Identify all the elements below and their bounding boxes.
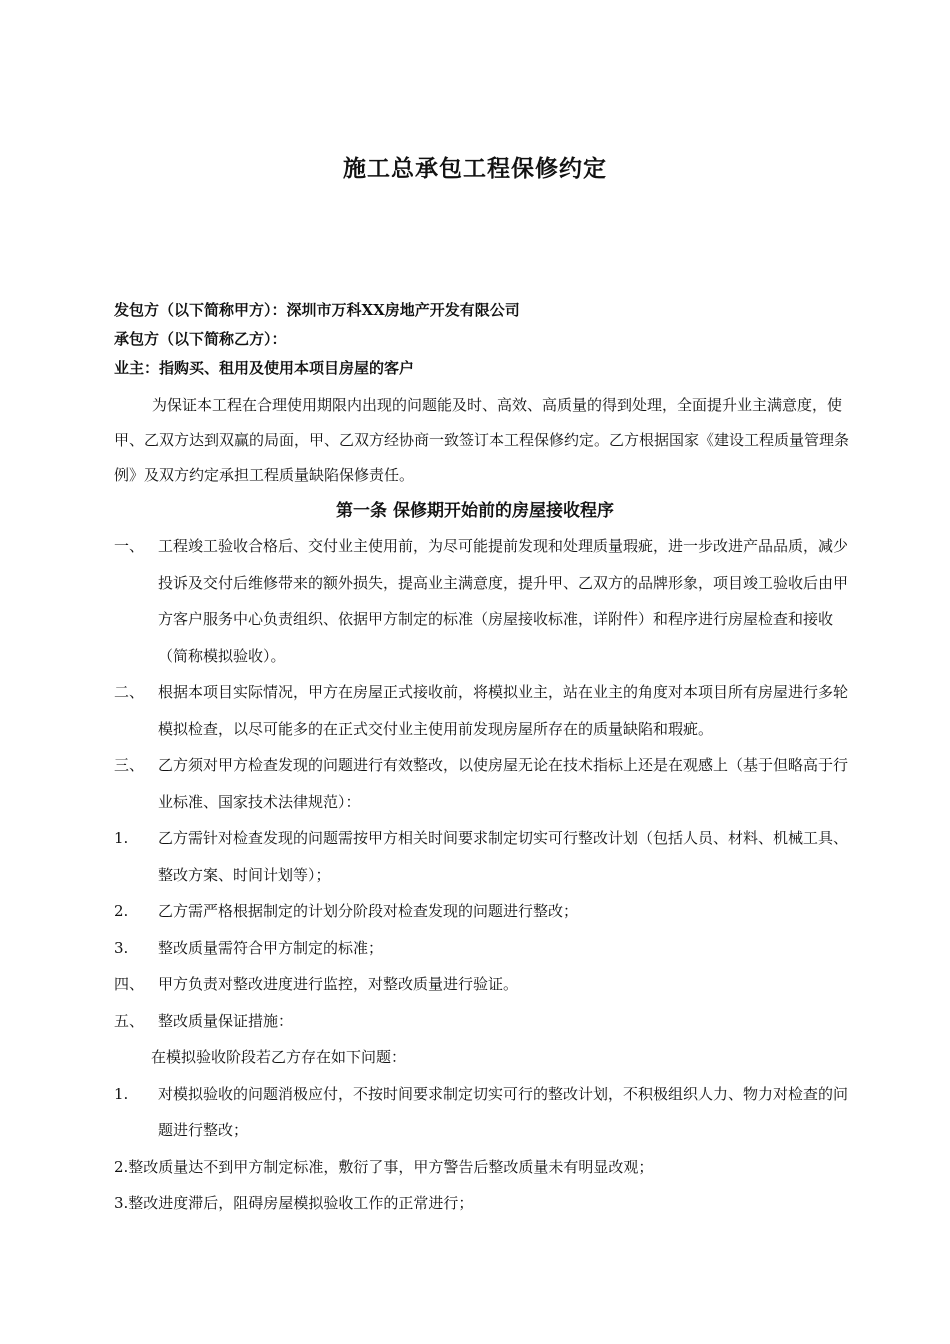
list-item <box>114 528 854 674</box>
list-marker: 1. <box>114 829 129 847</box>
list-marker: 四、 <box>114 975 145 993</box>
list-text: 乙方需严格根据制定的计划分阶段对检查发现的问题进行整改； <box>158 902 579 920</box>
list-marker: 五、 <box>114 1011 145 1030</box>
list-text: 对模拟验收的问题消极应付，不按时间要求制定切实可行的整改计划，不积极组织人力、物力对检查的问题进行整改； <box>158 1084 849 1139</box>
list-marker: 一、 <box>114 537 145 555</box>
list-marker: 2. <box>114 902 129 920</box>
list-item <box>114 893 854 930</box>
list-item <box>114 930 854 967</box>
section-title: 第一条 保修期开始前的房屋接收程序 <box>336 501 614 521</box>
party-employer: 发包方（以下简称甲方）：深圳市万科XX房地产开发有限公司 <box>114 301 520 319</box>
list-item <box>114 1003 854 1040</box>
list-text: 整改质量保证措施： <box>158 1011 294 1030</box>
list-item <box>114 674 854 747</box>
list-text: 根据本项目实际情况，甲方在房屋正式接收前，将模拟业主，站在业主的角度对本项目所有房屋进行多轮模拟检查，以尽可能多的在正式交付业主使用前发现房屋所存在的质量缺陷和瑕疵。 <box>158 683 849 738</box>
party-contractor: 承包方（以下简称乙方）： <box>114 330 287 348</box>
list-line: 2.整改质量达不到甲方制定标准，敷衍了事，甲方警告后整改质量未有明显改观； <box>114 1157 654 1176</box>
list-item <box>114 1076 854 1149</box>
list-text: 乙方须对甲方检查发现的问题进行有效整改，以使房屋无论在技术指标上还是在观感上（基于但略高于行业标准、国家技术法律规范）： <box>158 756 849 811</box>
list-marker: 三、 <box>114 756 145 774</box>
list-item <box>114 747 854 820</box>
party-owner: 业主：指购买、租用及使用本项目房屋的客户 <box>114 359 415 377</box>
list-text: 整改质量需符合甲方制定的标准； <box>158 938 384 957</box>
intro-paragraph <box>114 388 854 493</box>
list-marker: 二、 <box>114 683 145 701</box>
list-line: 3.整改进度滞后，阻碍房屋模拟验收工作的正常进行； <box>114 1194 474 1212</box>
list-item <box>114 820 854 893</box>
list-text: 乙方需针对检查发现的问题需按甲方相关时间要求制定切实可行整改计划（包括人员、材料、机械工具、整改方案、时间计划等）； <box>158 829 849 884</box>
list-item <box>114 966 854 1003</box>
parties-block <box>114 298 520 385</box>
list-text: 工程竣工验收合格后、交付业主使用前，为尽可能提前发现和处理质量瑕疵，进一步改进产品品质，减少投诉及交付后维修带来的额外损失，提高业主满意度，提升甲、乙双方的品牌形象，项目竣工验收后由甲方客户服务中心负责组织、依据甲方制定的标准（房屋接收标准，详附件）和程序进行房屋检查和接收（简称模拟验收）。 <box>158 537 849 665</box>
list-marker: 3. <box>114 938 129 957</box>
intro-text: 为保证本工程在合理使用期限内出现的问题能及时、高效、高质量的得到处理，全面提升业主满意度，使甲、乙双方达到双赢的局面，甲、乙双方经协商一致签订本工程保修约定。乙方根据国家《建设工程质量管理条例》及双方约定承担工程质量缺陷保修责任。 <box>114 396 850 484</box>
list-text: 甲方负责对整改进度进行监控，对整改质量进行验证。 <box>158 975 519 993</box>
list-marker: 1. <box>114 1084 129 1103</box>
document-title: 施工总承包工程保修约定 <box>343 155 607 182</box>
sub-intro: 在模拟验收阶段若乙方存在如下问题： <box>151 1048 407 1066</box>
section-body <box>114 528 854 1222</box>
